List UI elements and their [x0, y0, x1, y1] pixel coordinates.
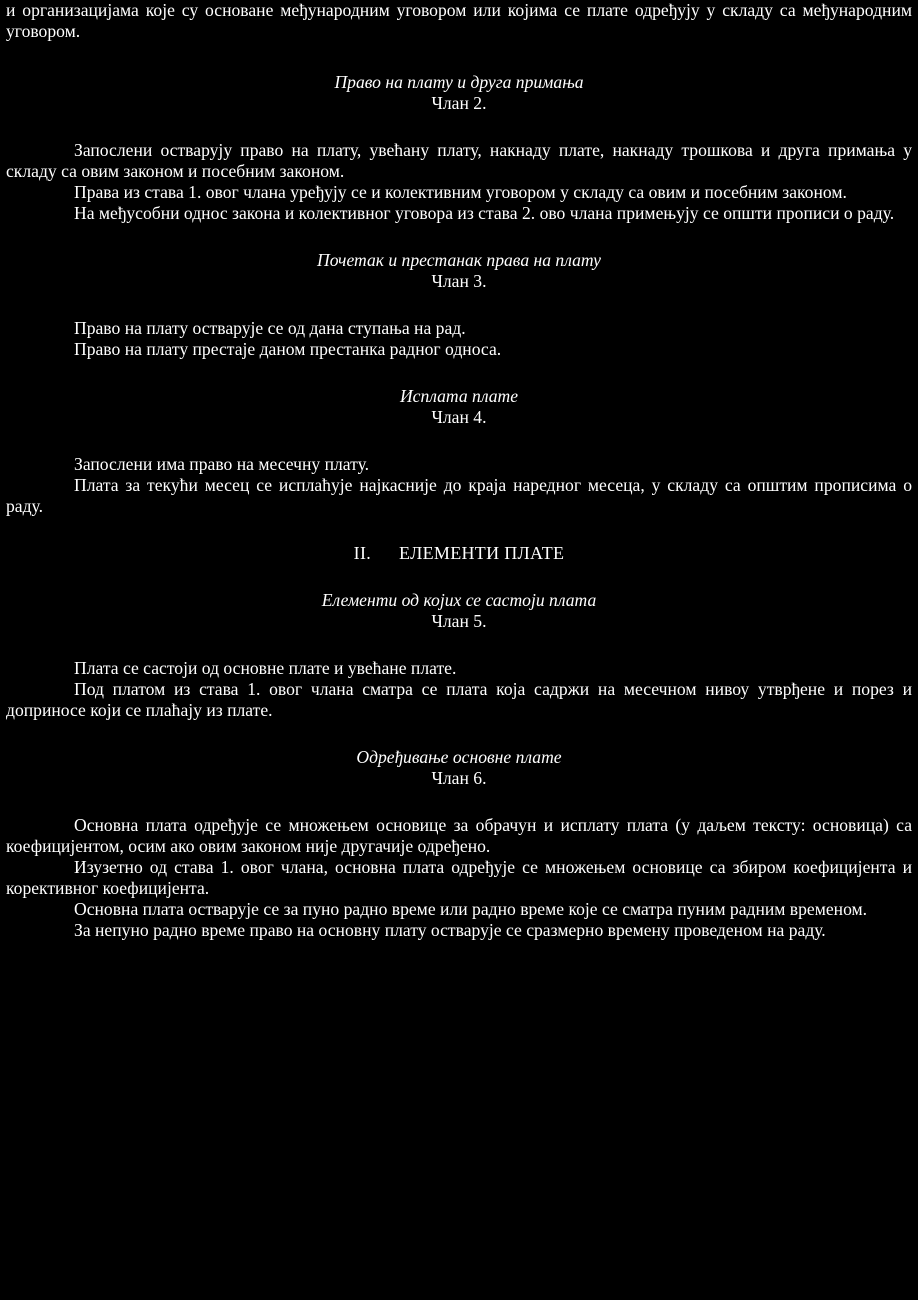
spacer — [6, 564, 912, 590]
paragraph: Запослени има право на месечну плату. — [74, 454, 370, 474]
spacer — [6, 632, 912, 658]
spacer — [6, 428, 912, 454]
article-5 — [6, 590, 912, 721]
article-number: Члан 5. — [431, 611, 487, 631]
article-heading: Право на плату и друга примања — [334, 72, 584, 92]
section-title-text: ЕЛЕМЕНТИ ПЛАТЕ — [399, 543, 565, 563]
spacer — [6, 517, 912, 543]
article-number: Члан 4. — [431, 407, 487, 427]
spacer — [6, 360, 912, 386]
paragraph: Запослени остварују право на плату, увећану плату, накнаду плате, накнаду трошкова и друга примања у складу са овим законом и посебним законом. — [6, 140, 912, 181]
article-4 — [6, 386, 912, 517]
paragraph: Основна плата остварује се за пуно радно време или радно време које се сматра пуним радним временом. — [74, 899, 868, 919]
paragraph: Право на плату престаје даном престанка радног односа. — [74, 339, 502, 359]
spacer — [6, 721, 912, 747]
article-2 — [6, 72, 912, 224]
paragraph: Права из става 1. овог члана уређују се и колективним уговором у складу са овим и посебним законом. — [74, 182, 847, 202]
paragraph: На међусобни однос закона и колективног уговора из става 2. ово члана примењују се општи прописи о раду. — [74, 203, 895, 223]
document-page — [6, 0, 912, 941]
section-title — [6, 543, 912, 564]
intro-paragraph: и организацијама које су основане међународним уговором или којима се плате одређују у складу са међународним уговором. — [6, 0, 912, 41]
article-3 — [6, 250, 912, 360]
paragraph: Плата за текући месец се исплаћује најкасније до краја наредног месеца, у складу са општим прописима о раду. — [6, 475, 912, 516]
article-number: Члан 6. — [431, 768, 487, 788]
paragraph: Плата се састоји од основне плате и увећане плате. — [74, 658, 457, 678]
spacer — [6, 292, 912, 318]
article-heading: Почетак и престанак права на плату — [317, 250, 601, 270]
article-heading: Исплата плате — [399, 386, 519, 406]
article-number: Члан 2. — [431, 93, 487, 113]
article-6 — [6, 747, 912, 941]
paragraph: Право на плату остварује се од дана ступања на рад. — [74, 318, 466, 338]
article-heading: Одређивање основне плате — [356, 747, 562, 767]
spacer — [6, 114, 912, 140]
paragraph: Изузетно од става 1. овог члана, основна плата одређује се множењем основице са збиром коефицијента и корективног коефицијента. — [6, 857, 912, 898]
article-number: Члан 3. — [431, 271, 487, 291]
spacer — [6, 42, 912, 72]
paragraph: За непуно радно време право на основну плату остварује се сразмерно времену проведеном на раду. — [74, 920, 826, 940]
spacer — [6, 789, 912, 815]
article-heading: Елементи од којих се састоји плата — [321, 590, 597, 610]
paragraph: Под платом из става 1. овог члана сматра се плата која садржи на месечном нивоу утврђене и порез и доприносе који се плаћају из плате. — [6, 679, 912, 720]
paragraph: Основна плата одређује се множењем основице за обрачун и исплату плата (у даљем тексту: основица) са коефицијентом, осим ако овим законом није другачије одређено. — [6, 815, 912, 856]
section-roman-numeral: II. — [353, 543, 372, 563]
spacer — [6, 224, 912, 250]
